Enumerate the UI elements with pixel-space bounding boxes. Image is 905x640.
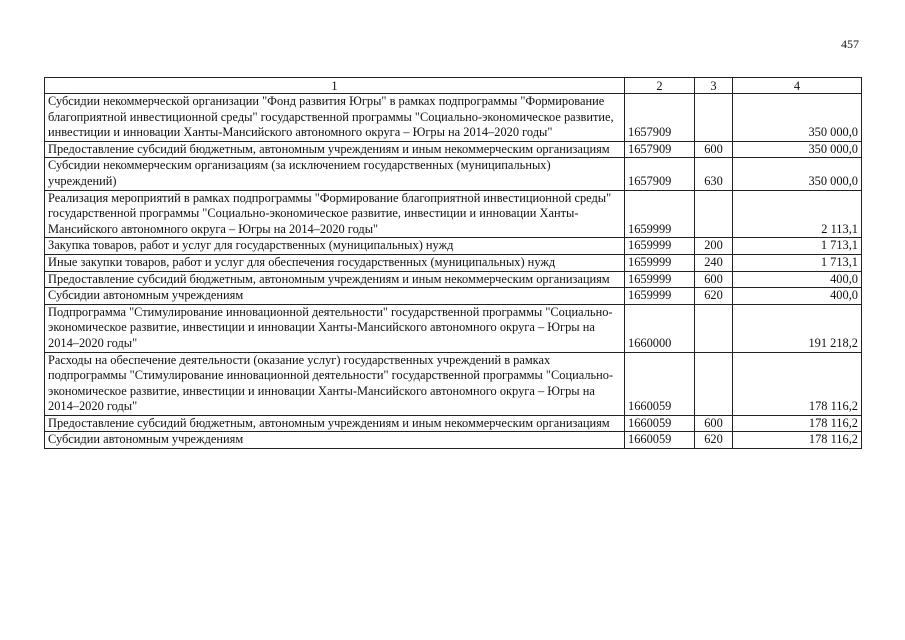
row-amount: 178 116,2 xyxy=(733,432,862,449)
page-number: 457 xyxy=(841,37,859,51)
header-col-4: 4 xyxy=(733,78,862,94)
table-row xyxy=(45,141,862,158)
row-type xyxy=(695,304,733,352)
row-code: 1660059 xyxy=(625,432,695,449)
row-code: 1660059 xyxy=(625,352,695,415)
header-col-3: 3 xyxy=(695,78,733,94)
row-name: Субсидии автономным учреждениям xyxy=(45,288,625,305)
row-name: Закупка товаров, работ и услуг для государственных (муниципальных) нужд xyxy=(45,238,625,255)
row-amount: 1 713,1 xyxy=(733,254,862,271)
row-name: Предоставление субсидий бюджетным, автономным учреждениям и иным некоммерческим организациям xyxy=(45,141,625,158)
row-type: 600 xyxy=(695,271,733,288)
row-type: 630 xyxy=(695,158,733,190)
row-amount: 350 000,0 xyxy=(733,158,862,190)
row-code: 1657909 xyxy=(625,94,695,142)
row-code: 1659999 xyxy=(625,254,695,271)
row-amount: 178 116,2 xyxy=(733,415,862,432)
row-type: 620 xyxy=(695,432,733,449)
row-code: 1659999 xyxy=(625,271,695,288)
row-type xyxy=(695,352,733,415)
row-amount: 2 113,1 xyxy=(733,190,862,238)
table-row xyxy=(45,254,862,271)
table-row xyxy=(45,190,862,238)
row-type: 620 xyxy=(695,288,733,305)
row-type xyxy=(695,190,733,238)
row-name: Субсидии некоммерческим организациям (за исключением государственных (муниципальных) учреждений) xyxy=(45,158,625,190)
row-amount: 400,0 xyxy=(733,288,862,305)
row-amount: 1 713,1 xyxy=(733,238,862,255)
row-amount: 350 000,0 xyxy=(733,94,862,142)
row-code: 1657909 xyxy=(625,158,695,190)
row-amount: 178 116,2 xyxy=(733,352,862,415)
row-type: 240 xyxy=(695,254,733,271)
row-type xyxy=(695,94,733,142)
row-code: 1660059 xyxy=(625,415,695,432)
row-name: Иные закупки товаров, работ и услуг для обеспечения государственных (муниципальных) нужд xyxy=(45,254,625,271)
row-name: Предоставление субсидий бюджетным, автономным учреждениям и иным некоммерческим организациям xyxy=(45,271,625,288)
row-name: Предоставление субсидий бюджетным, автономным учреждениям и иным некоммерческим организациям xyxy=(45,415,625,432)
row-code: 1659999 xyxy=(625,288,695,305)
row-type: 200 xyxy=(695,238,733,255)
table-row xyxy=(45,415,862,432)
row-name: Субсидии автономным учреждениям xyxy=(45,432,625,449)
table-row xyxy=(45,352,862,415)
row-amount: 350 000,0 xyxy=(733,141,862,158)
row-name: Подпрограмма "Стимулирование инновационной деятельности" государственной программы "Социально-экономическое развитие, инвестиции и инновации Ханты-Мансийского автономного округа – Югры на 2014–2020 годы" xyxy=(45,304,625,352)
table-row xyxy=(45,288,862,305)
table-row xyxy=(45,304,862,352)
row-type: 600 xyxy=(695,141,733,158)
budget-table xyxy=(44,77,862,449)
row-name: Субсидии некоммерческой организации "Фонд развития Югры" в рамках подпрограммы "Формирование благоприятной инвестиционной среды" государственной программы "Социально-экономическое развитие, инвестиции и инновации Ханты-Мансийского автономного округа – Югры на 2014–2020 годы" xyxy=(45,94,625,142)
table-row xyxy=(45,432,862,449)
table-row xyxy=(45,238,862,255)
row-name: Расходы на обеспечение деятельности (оказание услуг) государственных учреждений в рамках подпрограммы "Стимулирование инновационной деятельности" государственной программы "Социально-экономическое развитие, инвестиции и инновации Ханты-Мансийского автономного округа – Югры на 2014–2020 годы" xyxy=(45,352,625,415)
header-col-2: 2 xyxy=(625,78,695,94)
row-name: Реализация мероприятий в рамках подпрограммы "Формирование благоприятной инвестиционной среды" государственной программы "Социально-экономическое развитие, инвестиции и инновации Ханты-Мансийского автономного округа – Югры на 2014–2020 годы" xyxy=(45,190,625,238)
header-col-1: 1 xyxy=(45,78,625,94)
row-amount: 191 218,2 xyxy=(733,304,862,352)
table-row xyxy=(45,271,862,288)
row-code: 1657909 xyxy=(625,141,695,158)
row-type: 600 xyxy=(695,415,733,432)
row-code: 1660000 xyxy=(625,304,695,352)
row-code: 1659999 xyxy=(625,190,695,238)
table-row xyxy=(45,94,862,142)
row-code: 1659999 xyxy=(625,238,695,255)
table-row xyxy=(45,158,862,190)
header-row xyxy=(45,78,862,94)
row-amount: 400,0 xyxy=(733,271,862,288)
